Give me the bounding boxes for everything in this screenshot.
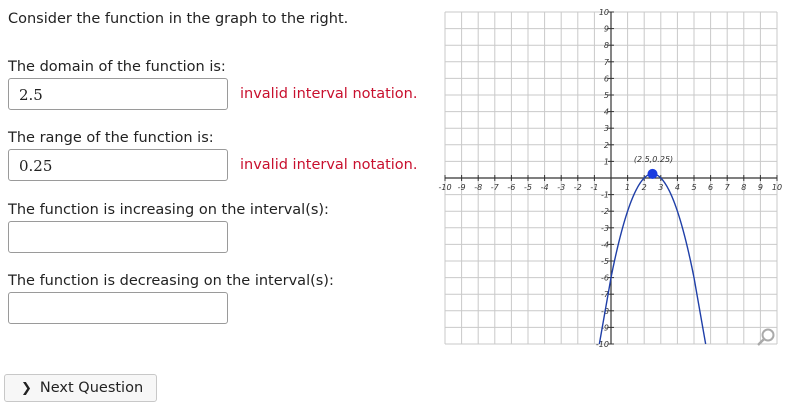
y-tick-label: 7	[603, 57, 609, 67]
x-tick-label: -8	[474, 183, 483, 192]
x-tick-label: 1	[625, 183, 631, 192]
y-tick-label: 6	[603, 74, 609, 84]
y-tick-label: 5	[603, 91, 609, 100]
x-tick-label: 8	[741, 183, 747, 192]
problem-prompt: Consider the function in the graph to the right.	[8, 11, 349, 27]
increasing-answer-input[interactable]	[8, 221, 228, 253]
x-tick-label: 3	[658, 183, 664, 192]
y-tick-label: -4	[601, 240, 609, 250]
x-tick-label: -1	[590, 183, 599, 192]
x-tick-label: -5	[524, 183, 532, 192]
x-tick-label: -4	[540, 183, 549, 192]
vertex-point	[648, 169, 658, 179]
next-question-label: Next Question	[39, 380, 144, 396]
function-graph	[438, 8, 783, 349]
y-tick-label: 3	[603, 124, 609, 134]
y-tick-label: -6	[601, 273, 609, 283]
y-tick-label: -8	[601, 306, 609, 316]
x-tick-label: -3	[557, 183, 566, 192]
y-tick-label: -5	[601, 257, 609, 266]
x-tick-label: 9	[757, 183, 763, 192]
y-tick-label: 10	[598, 8, 609, 17]
y-tick-label: 4	[603, 107, 609, 117]
x-tick-label: 5	[691, 183, 697, 192]
range-error-message: invalid interval notation.	[240, 157, 418, 173]
y-tick-label: -7	[601, 290, 609, 300]
domain-answer-value: 2.5	[19, 86, 43, 104]
decreasing-answer-input[interactable]	[8, 292, 228, 324]
y-tick-label: -2	[601, 207, 609, 217]
y-tick-label: -1	[601, 190, 609, 200]
increasing-label: The function is increasing on the interval(s):	[8, 202, 329, 218]
range-label: The range of the function is:	[8, 130, 214, 146]
y-tick-label: -9	[601, 323, 609, 333]
y-tick-label: 8	[603, 41, 609, 51]
x-tick-label: -2	[573, 183, 582, 192]
y-tick-label: 2	[603, 140, 609, 150]
domain-label: The domain of the function is:	[8, 59, 226, 75]
domain-answer-input[interactable]	[8, 78, 228, 110]
x-tick-label: 2	[641, 183, 647, 192]
x-tick-label: 6	[708, 183, 714, 192]
parabola-curve	[599, 174, 705, 344]
x-tick-label: -10	[438, 183, 452, 192]
y-tick-label: -3	[601, 223, 609, 233]
y-tick-label: 9	[603, 24, 609, 34]
range-answer-value: 0.25	[19, 157, 53, 175]
next-question-button[interactable]	[4, 374, 157, 402]
x-tick-label: -7	[490, 183, 499, 192]
domain-error-message: invalid interval notation.	[240, 86, 418, 102]
vertex-label: (2.5,0.25)	[633, 154, 674, 164]
y-tick-label: 1	[603, 157, 609, 167]
x-tick-label: -6	[507, 183, 516, 192]
range-answer-input[interactable]	[8, 149, 228, 181]
decreasing-label: The function is decreasing on the interval(s):	[8, 273, 334, 289]
y-tick-label: -10	[595, 340, 609, 349]
chevron-right-icon: ❯	[21, 380, 32, 396]
x-tick-label: -9	[457, 183, 466, 192]
x-tick-label: 4	[674, 183, 680, 192]
x-tick-label: 7	[724, 183, 730, 192]
x-tick-label: 10	[771, 183, 783, 192]
